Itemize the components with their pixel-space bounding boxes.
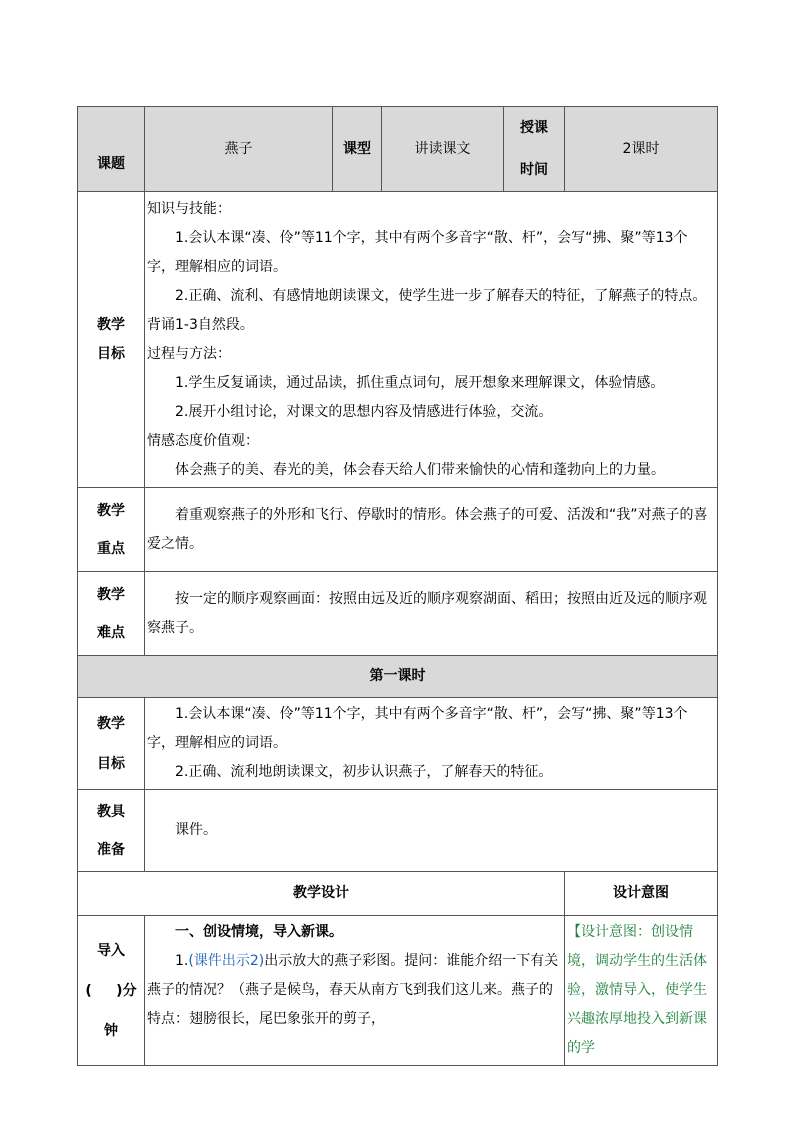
tools-label: [78, 790, 145, 872]
process-title: 过程与方法：: [147, 345, 231, 362]
difficulties-label-1: 教学: [97, 586, 125, 603]
key-points-label: [78, 488, 145, 572]
objectives-label: [78, 192, 145, 488]
key-points-text: 着重观察燕子的外形和飞行、停歇时的情形。体会燕子的可爱、活泼和“我”对燕子的喜爱之情。: [147, 506, 708, 552]
key-points-content: [145, 488, 718, 572]
header-row: [78, 107, 718, 192]
objectives-label-1: 教学: [97, 316, 125, 333]
subject-value: 燕子: [145, 107, 333, 192]
difficulties-label: [78, 572, 145, 656]
intro-row: [78, 916, 718, 1066]
emotion-title: 情感态度价值观：: [147, 432, 259, 449]
tools-text: 课件。: [175, 822, 217, 838]
intro-label-2: ( )分: [85, 982, 137, 999]
intro-label: [78, 916, 145, 1066]
knowledge-item-1: 1.会认本课“凑、伶”等11个字，其中有两个多音字“散、杆”，会写“拂、聚”等13个字，理解相应的词语。: [147, 229, 688, 275]
tools-label-2: 准备: [97, 841, 125, 858]
knowledge-title: 知识与技能：: [147, 200, 231, 217]
time-label-line2: 时间: [520, 162, 548, 178]
objectives-row: [78, 192, 718, 488]
tools-label-1: 教具: [97, 803, 125, 820]
intro-step-1: [147, 947, 562, 1034]
lesson1-objectives-label-1: 教学: [97, 715, 125, 732]
lesson-plan-table: [77, 106, 718, 1066]
objectives-label-2: 目标: [97, 345, 125, 362]
key-points-row: [78, 488, 718, 572]
lesson1-objectives-label: [78, 698, 145, 790]
lesson1-objectives-label-2: 目标: [97, 755, 125, 772]
intro-intent: [565, 916, 718, 1066]
objectives-content: [145, 192, 718, 488]
design-header-row: [78, 872, 718, 916]
lesson1-title: 第一课时: [78, 656, 718, 698]
intro-content: [145, 916, 565, 1066]
subject-label: 课题: [78, 107, 145, 192]
process-item-2: 2.展开小组讨论，对课文的思想内容及情感进行体验，交流。: [175, 403, 553, 420]
key-points-label-1: 教学: [97, 502, 125, 519]
lesson1-objective-2: 2.正确、流利地朗读课文，初步认识燕子，了解春天的特征。: [175, 764, 553, 780]
lesson1-objective-1: 1.会认本课“凑、伶”等11个字，其中有两个多音字“散、杆”，会写“拂、聚”等13个字，理解相应的词语。: [147, 706, 688, 751]
emotion-item-1: 体会燕子的美、春光的美，体会春天给人们带来愉快的心情和蓬勃向上的力量。: [175, 461, 665, 478]
difficulties-label-2: 难点: [97, 624, 125, 641]
intro-step-text: 出示放大的燕子彩图。提问：谁能介绍一下有关燕子的情况？（燕子是候鸟，春天从南方飞到我们这儿来。燕子的特点：翅膀很长，尾巴象张开的剪子，: [147, 953, 559, 1027]
difficulties-content: [145, 572, 718, 656]
intro-label-3: 钟: [104, 1022, 118, 1039]
intro-step-num: 1.: [175, 953, 189, 969]
difficulties-row: [78, 572, 718, 656]
time-value: 2课时: [565, 107, 718, 192]
key-points-label-2: 重点: [97, 540, 125, 557]
intro-step-title: 一、创设情境，导入新课。: [175, 924, 343, 940]
lesson1-objectives-row: [78, 698, 718, 790]
tools-content: [145, 790, 718, 872]
courseware-highlight: (课件出示2): [188, 953, 265, 969]
design-header: 教学设计: [78, 872, 565, 916]
difficulties-text: 按一定的顺序观察画面：按照由远及近的顺序观察湖面、稻田；按照由近及远的顺序观察燕子。: [147, 590, 707, 636]
knowledge-item-2: 2.正确、流利、有感情地朗读课文，使学生进一步了解春天的特征，了解燕子的特点。背诵1-3自然段。: [147, 287, 707, 333]
intent-header: 设计意图: [565, 872, 718, 916]
time-label-line1: 授课: [520, 120, 548, 136]
intro-label-1: 导入: [97, 942, 125, 959]
type-label: 课型: [333, 107, 382, 192]
lesson1-title-row: [78, 656, 718, 698]
time-label: [504, 107, 565, 192]
lesson1-objectives-content: [145, 698, 718, 790]
process-item-1: 1.学生反复诵读，通过品读，抓住重点词句，展开想象来理解课文，体验情感。: [175, 374, 665, 391]
tools-row: [78, 790, 718, 872]
intro-intent-text: 【设计意图：创设情境，调动学生的生活体验，激情导入，使学生兴趣浓厚地投入到新课的学: [567, 924, 707, 1056]
type-value: 讲读课文: [382, 107, 504, 192]
